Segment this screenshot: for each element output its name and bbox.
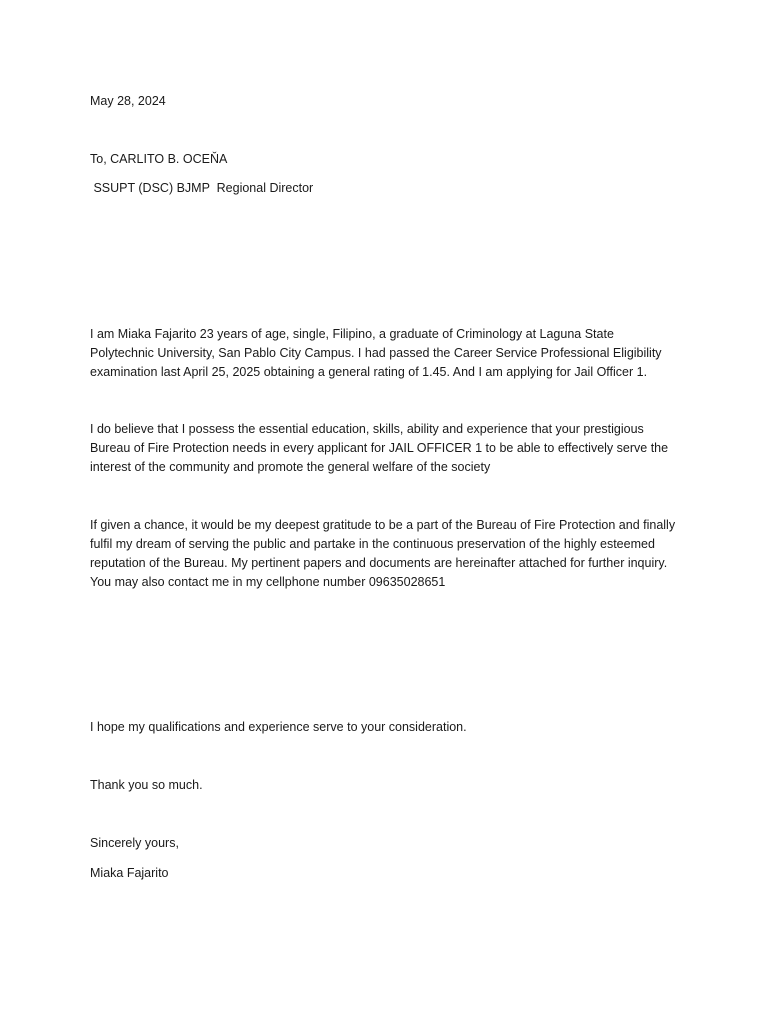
body-paragraph-1: I am Miaka Fajarito 23 years of age, single, Filipino, a graduate of Criminology at Laguna State Polytechnic University, San Pablo City Campus. I had passed the Career Service Professional Eligibility examination last April 25, 2025 obtaining a general rating of 1.45. And I am applying for Jail Officer 1. <box>90 327 662 379</box>
signature-name: Miaka Fajarito <box>90 866 169 880</box>
body-paragraph-2: I do believe that I possess the essential education, skills, ability and experience that your prestigious Bureau of Fire Protection needs in every applicant for JAIL OFFICER 1 to be able to effectively serve the interest of the community and promote the general welfare of the society <box>90 422 669 474</box>
recipient-name: To, CARLITO B. OCEŇA <box>90 152 228 166</box>
recipient-title: SSUPT (DSC) BJMP Regional Director <box>90 181 314 195</box>
valediction: Sincerely yours, <box>90 836 179 850</box>
closing-hope: I hope my qualifications and experience serve to your consideration. <box>90 720 467 734</box>
thanks-line: Thank you so much. <box>90 778 203 792</box>
body-paragraph-3: If given a chance, it would be my deepest gratitude to be a part of the Bureau of Fire Protection and finally fulfil my dream of serving the public and partake in the continuous preservation of the highly esteemed reputation of the Bureau. My pertinent papers and documents are hereinafter attached for further inquiry. You may also contact me in my cellphone number 09635028651 <box>90 518 676 589</box>
letter-date: May 28, 2024 <box>90 94 166 108</box>
